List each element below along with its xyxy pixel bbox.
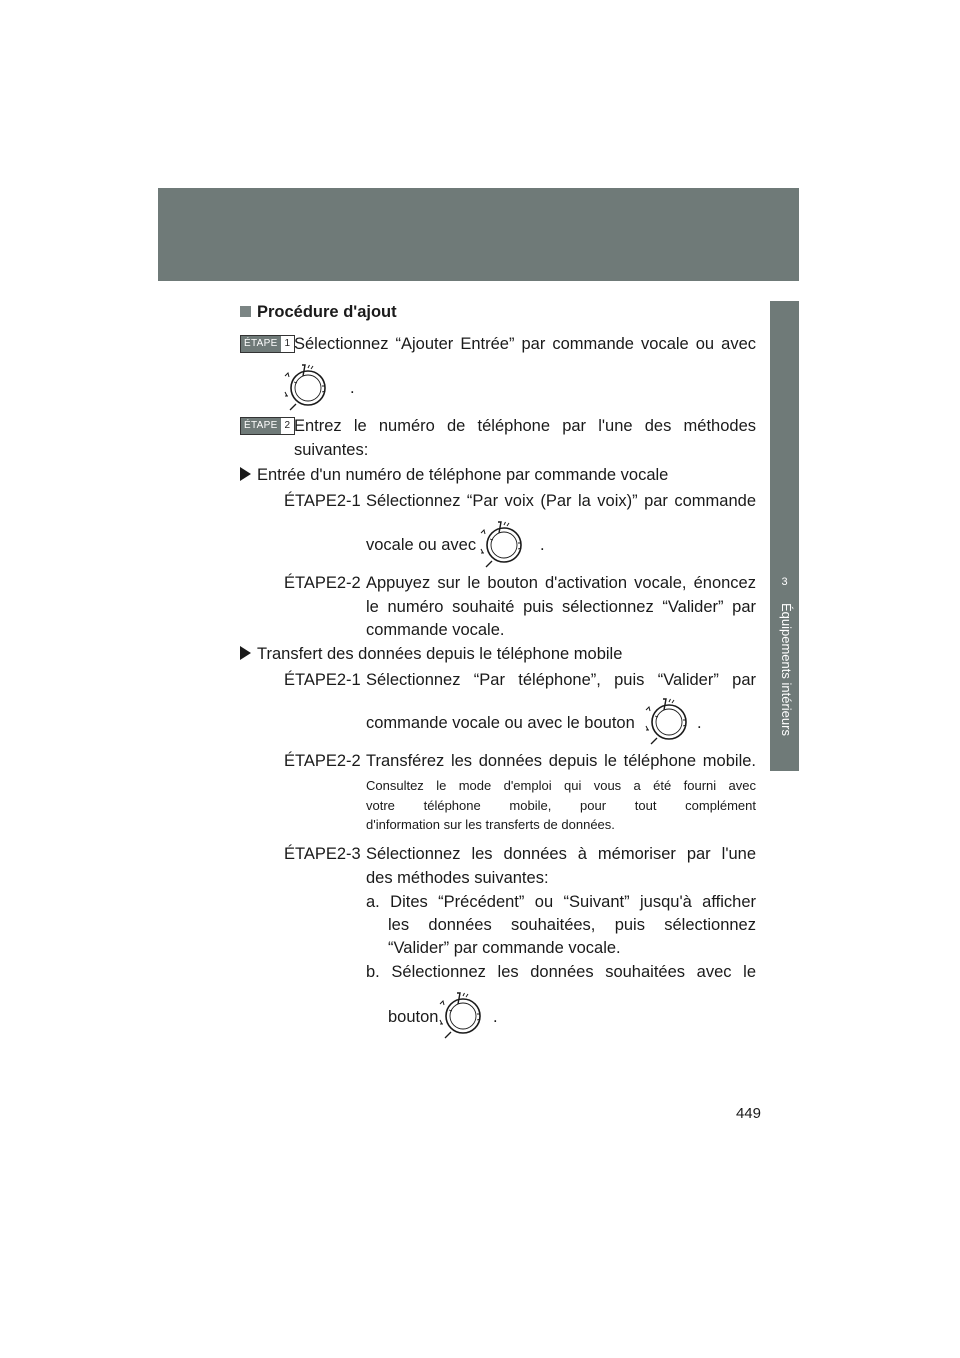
voice-step2-line3: commande vocale. — [366, 621, 505, 639]
voice-step1-period: . — [540, 536, 545, 554]
tune-knob-icon — [282, 362, 334, 414]
tune-knob-icon — [437, 990, 489, 1042]
voice-step1-line2: vocale ou avec — [366, 536, 477, 554]
section-title — [240, 303, 397, 322]
note-line1: Consultez le mode d'emploi qui vous a été fourni avec — [366, 778, 756, 793]
option-a-line1: a. Dites “Précédent” ou “Suivant” jusqu'à afficher — [366, 893, 756, 911]
phone-step1-line2: commande vocale ou avec le bouton — [366, 714, 635, 732]
step-badge-2 — [240, 417, 295, 435]
section-title-text: Procédure d'ajout — [257, 303, 397, 321]
voice-step2-line2: le numéro souhaité puis sélectionnez “Valider” par — [366, 598, 756, 616]
step2-text-line2: suivantes: — [294, 441, 369, 459]
option-a-line2: les données souhaitées, puis sélectionnez — [388, 916, 756, 934]
method-voice-title — [240, 464, 668, 487]
substep-label: ÉTAPE2-2 — [284, 574, 361, 592]
voice-step1-line1: Sélectionnez “Par voix (Par la voix)” par commande — [366, 492, 756, 510]
phone-step1-period: . — [697, 714, 702, 732]
step1-text: Sélectionnez “Ajouter Entrée” par commande vocale ou avec — [294, 335, 756, 353]
tune-knob-icon — [478, 519, 530, 571]
square-bullet-icon — [240, 306, 251, 317]
phone-step3-line2: des méthodes suivantes: — [366, 869, 549, 887]
step2-text-line1: Entrez le numéro de téléphone par l'une des méthodes — [294, 417, 756, 435]
option-b-line2: bouton — [388, 1008, 439, 1026]
step1-period: . — [350, 379, 355, 397]
chapter-label: Équipements intérieurs — [779, 603, 794, 736]
option-b-period: . — [493, 1008, 498, 1026]
method-voice-title-text: Entrée d'un numéro de téléphone par commande vocale — [257, 466, 669, 484]
step-badge-word: ÉTAPE — [241, 336, 281, 352]
step-badge-1 — [240, 335, 295, 353]
substep-label: ÉTAPE2-1 — [284, 671, 361, 689]
phone-step2-line1: Transférez les données depuis le téléphone mobile. — [366, 752, 756, 770]
step-badge-number: 2 — [284, 420, 291, 431]
header-bar — [158, 188, 799, 281]
step-badge-word: ÉTAPE — [241, 418, 281, 434]
tune-knob-icon — [643, 696, 695, 748]
phone-step3-line1: Sélectionnez les données à mémoriser par l'une — [366, 845, 756, 863]
arrow-right-icon — [240, 646, 251, 660]
phone-step1-line1: Sélectionnez “Par téléphone”, puis “Valider” par — [366, 671, 756, 689]
option-a-line3: “Valider” par commande vocale. — [388, 939, 621, 957]
arrow-right-icon — [240, 467, 251, 481]
method-phone-title-text: Transfert des données depuis le téléphone mobile — [257, 645, 623, 663]
method-phone-title — [240, 643, 622, 666]
page-number: 449 — [735, 1105, 761, 1122]
note-line2: votre téléphone mobile, pour tout complément — [366, 798, 756, 813]
option-b-line1: b. Sélectionnez les données souhaitées avec le — [366, 963, 756, 981]
substep-label: ÉTAPE2-3 — [284, 845, 361, 863]
voice-step2-line1: Appuyez sur le bouton d'activation vocale, énoncez — [366, 574, 756, 592]
step-badge-number: 1 — [284, 338, 291, 349]
substep-label: ÉTAPE2-1 — [284, 492, 361, 510]
chapter-number: 3 — [781, 576, 788, 588]
header-title: 3-4. Utilisation du système téléphonique mains libres (pour téléphone mobile) — [469, 40, 922, 55]
substep-label: ÉTAPE2-2 — [284, 752, 361, 770]
note-line3: d'information sur les transferts de données. — [366, 817, 615, 832]
